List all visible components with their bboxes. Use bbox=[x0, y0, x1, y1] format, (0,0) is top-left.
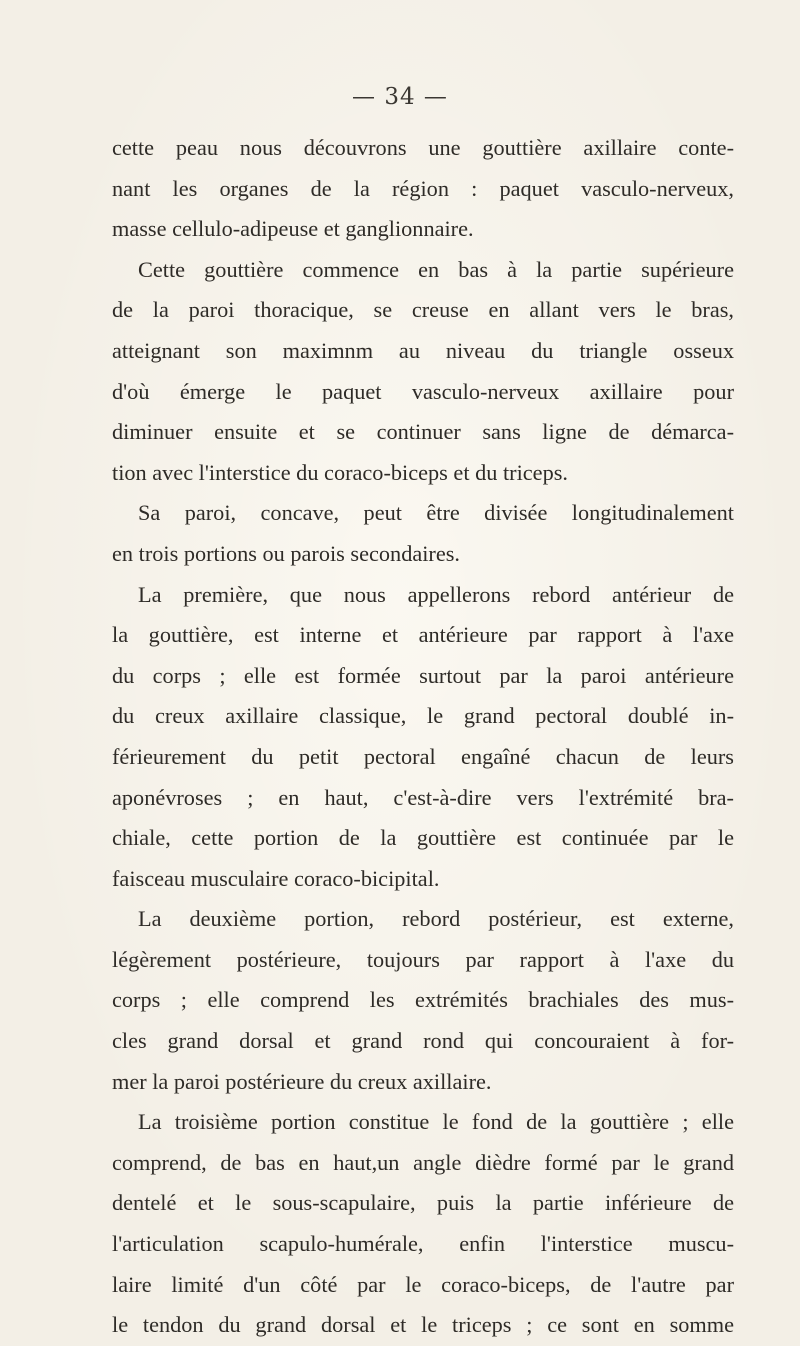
text-line: cette peau nous découvrons une gouttière axillaire conte- bbox=[112, 135, 734, 160]
paragraph-start-line: La deuxième portion, rebord postérieur, est externe, bbox=[138, 906, 734, 932]
text-line: chiale, cette portion de la gouttière est continuée par le bbox=[112, 825, 734, 851]
text-line: en trois portions ou parois secondaires. bbox=[112, 540, 461, 566]
paragraph-start-line: Sa paroi, concave, peut être divisée longitudinalement bbox=[138, 500, 734, 526]
paragraph-start-line: La première, que nous appellerons rebord antérieur de bbox=[138, 581, 734, 607]
text-line: férieurement du petit pectoral engaîné chacun de leurs bbox=[112, 743, 734, 769]
text-line: diminuer ensuite et se continuer sans ligne de démarca- bbox=[112, 419, 734, 445]
text-line: l'articulation scapulo-humérale, enfin l'interstice muscu- bbox=[112, 1231, 734, 1257]
body-text bbox=[112, 128, 734, 1346]
paragraph-start-line: La troisième portion constitue le fond de la gouttière ; elle bbox=[138, 1109, 734, 1135]
text-line: corps ; elle comprend les extrémités brachiales des mus- bbox=[112, 987, 734, 1013]
paragraph-start-line: Cette gouttière commence en bas à la partie supérieure bbox=[138, 256, 734, 282]
text-line: de la paroi thoracique, se creuse en allant vers le bras, bbox=[112, 297, 734, 323]
text-line: la gouttière, est interne et antérieure par rapport à l'axe bbox=[112, 622, 734, 648]
text-line: comprend, de bas en haut,un angle dièdre formé par le grand bbox=[112, 1149, 734, 1175]
text-line: du corps ; elle est formée surtout par la paroi antérieure bbox=[112, 662, 734, 688]
text-line: le tendon du grand dorsal et le triceps ; ce sont en somme bbox=[112, 1312, 734, 1338]
text-line: légèrement postérieure, toujours par rapport à l'axe du bbox=[112, 946, 734, 972]
text-line: cles grand dorsal et grand rond qui concouraient à for- bbox=[112, 1028, 734, 1054]
text-line: d'où émerge le paquet vasculo-nerveux axillaire pour bbox=[112, 378, 734, 404]
text-line: faisceau musculaire coraco-bicipital. bbox=[112, 865, 440, 891]
text-line: nant les organes de la région : paquet vasculo-nerveux, bbox=[112, 175, 734, 201]
text-line: masse cellulo-adipeuse et ganglionnaire. bbox=[112, 216, 474, 242]
page-number: — 34 — bbox=[352, 84, 448, 110]
text-line: du creux axillaire classique, le grand pectoral doublé in- bbox=[112, 703, 734, 729]
text-line: atteignant son maximnm au niveau du triangle osseux bbox=[112, 337, 734, 363]
text-line: laire limité d'un côté par le coraco-biceps, de l'autre par bbox=[112, 1271, 734, 1297]
text-line: aponévroses ; en haut, c'est-à-dire vers l'extrémité bra- bbox=[112, 784, 734, 810]
text-line: mer la paroi postérieure du creux axillaire. bbox=[112, 1068, 492, 1094]
text-line: dentelé et le sous-scapulaire, puis la partie inférieure de bbox=[112, 1190, 734, 1216]
text-line: tion avec l'interstice du coraco-biceps et du triceps. bbox=[112, 459, 568, 485]
